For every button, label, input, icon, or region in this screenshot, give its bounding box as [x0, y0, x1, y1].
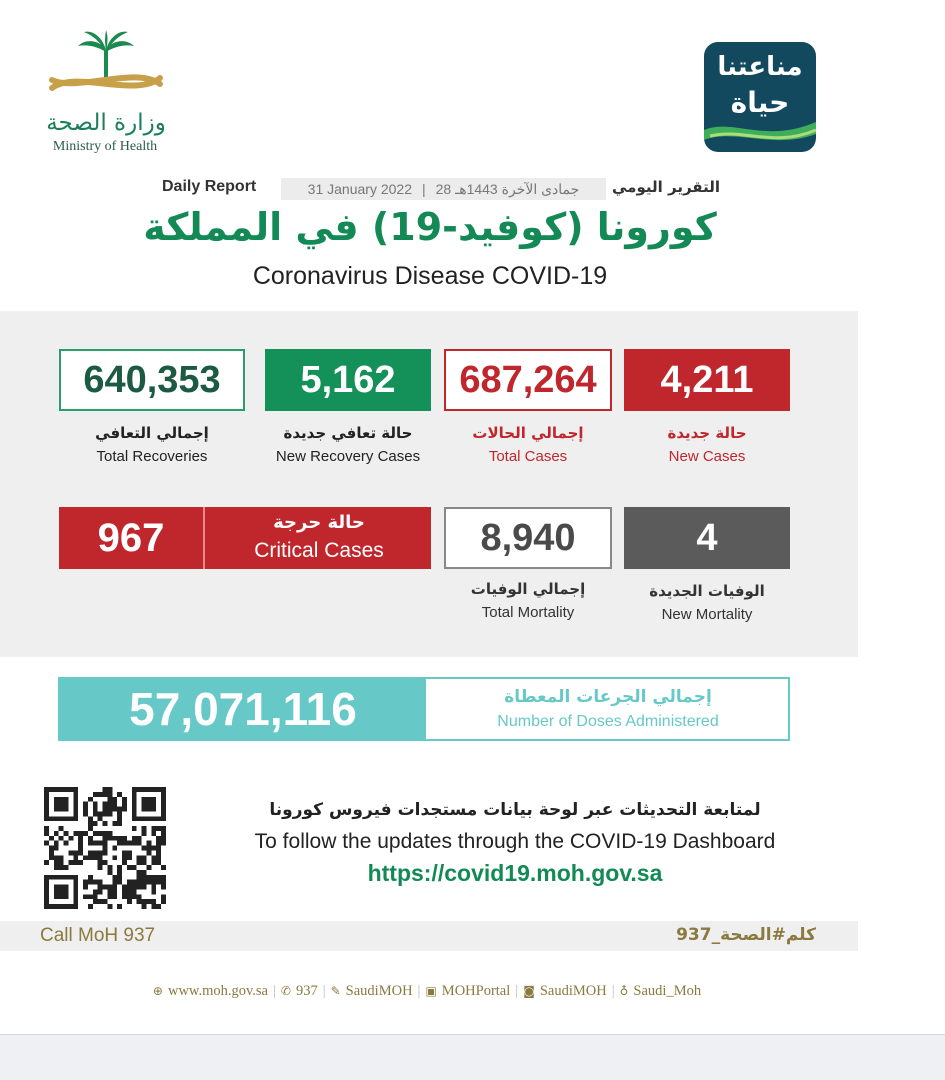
- call-moh-ar: كلم#الصحة_937: [676, 925, 816, 945]
- campaign-badge: [704, 42, 816, 152]
- snapchat-icon: ♁: [619, 984, 629, 998]
- critical-cases-box: [59, 507, 431, 569]
- total-cases-label-ar: إجمالي الحالات: [472, 424, 584, 442]
- youtube-icon: ▣: [425, 984, 437, 998]
- report-date: [281, 178, 606, 200]
- call-moh-en: Call MoH 937: [40, 925, 156, 946]
- footer-contacts: [112, 980, 742, 1002]
- daily-report-label-ar: التقرير اليومي: [612, 178, 720, 196]
- new-cases-label-ar: حالة جديدة: [667, 424, 747, 442]
- page-title-ar: كورونا (كوفيد-19) في المملكة: [143, 205, 717, 249]
- follow-text-en: To follow the updates through the COVID-19 Dashboard: [254, 830, 776, 853]
- new-mortality-label-ar: الوفيات الجديدة: [649, 582, 765, 600]
- new-recoveries-value: 5,162: [265, 349, 431, 411]
- date-hijri: 28 جمادى الآخرة 1443هـ: [435, 180, 580, 197]
- twitter-icon: ✎: [330, 984, 341, 998]
- new-cases-value: 4,211: [624, 349, 790, 411]
- total-recoveries-value: 640,353: [59, 349, 245, 411]
- doses-label-en: Number of Doses Administered: [497, 713, 719, 730]
- call-bar: [0, 921, 858, 951]
- footer-separator: |: [272, 982, 276, 999]
- footer-website[interactable]: www.moh.gov.sa: [167, 982, 268, 999]
- instagram-icon: ◙: [523, 984, 535, 998]
- globe-icon: ⊕: [152, 984, 163, 998]
- total-recoveries-label-en: Total Recoveries: [96, 448, 208, 465]
- footer-phone[interactable]: 937: [295, 982, 318, 999]
- report-date-row: [150, 178, 750, 200]
- badge-wave-icon: [704, 114, 816, 152]
- ministry-name-ar: وزارة الصحة: [46, 110, 166, 136]
- doses-box: [58, 677, 790, 741]
- footer-snapchat[interactable]: Saudi_Moh: [633, 982, 702, 999]
- date-gregorian: 31 January 2022: [307, 181, 412, 197]
- footer-separator: |: [322, 982, 326, 999]
- new-recoveries-label-en: New Recovery Cases: [275, 448, 421, 465]
- page-title-en: Coronavirus Disease COVID-19: [252, 262, 608, 290]
- footer-separator: |: [417, 982, 421, 999]
- new-cases-label-en: New Cases: [668, 448, 746, 465]
- ministry-name-en: Ministry of Health: [52, 139, 158, 154]
- qr-code[interactable]: [44, 787, 166, 909]
- footer-instagram[interactable]: SaudiMOH: [539, 982, 607, 999]
- footer-separator: |: [611, 982, 615, 999]
- new-mortality-value: 4: [624, 507, 790, 569]
- critical-cases-label-en: Critical Cases: [254, 539, 384, 562]
- critical-cases-label-ar: حالة حرجة: [273, 512, 365, 533]
- total-mortality-label-en: Total Mortality: [481, 604, 575, 621]
- footer-youtube[interactable]: MOHPortal: [441, 982, 511, 999]
- total-cases-value: 687,264: [444, 349, 612, 411]
- date-separator: |: [421, 181, 426, 197]
- dashboard-link[interactable]: https://covid19.moh.gov.sa: [367, 860, 663, 886]
- footer-twitter[interactable]: SaudiMOH: [345, 982, 413, 999]
- critical-cases-value: 967: [59, 507, 205, 569]
- footer-separator: |: [515, 982, 519, 999]
- new-recoveries-label-ar: حالة تعافي جديدة: [283, 424, 413, 442]
- badge-line-2: حياة: [730, 86, 790, 119]
- total-mortality-label-ar: إجمالي الوفيات: [470, 580, 586, 598]
- phone-icon: ✆: [280, 984, 291, 998]
- daily-report-label-en: Daily Report: [162, 178, 257, 195]
- follow-text-ar: لمتابعة التحديثات عبر لوحة بيانات مستجدات فيروس كورونا: [269, 800, 761, 820]
- total-cases-label-en: Total Cases: [488, 448, 568, 465]
- total-recoveries-label-ar: إجمالي التعافي: [95, 424, 209, 442]
- new-mortality-label-en: New Mortality: [661, 606, 753, 623]
- total-mortality-value: 8,940: [444, 507, 612, 569]
- doses-value: 57,071,116: [60, 679, 426, 739]
- badge-line-1: مناعتنا: [717, 52, 803, 82]
- doses-label-ar: إجمالي الجرعات المعطاة: [504, 687, 712, 707]
